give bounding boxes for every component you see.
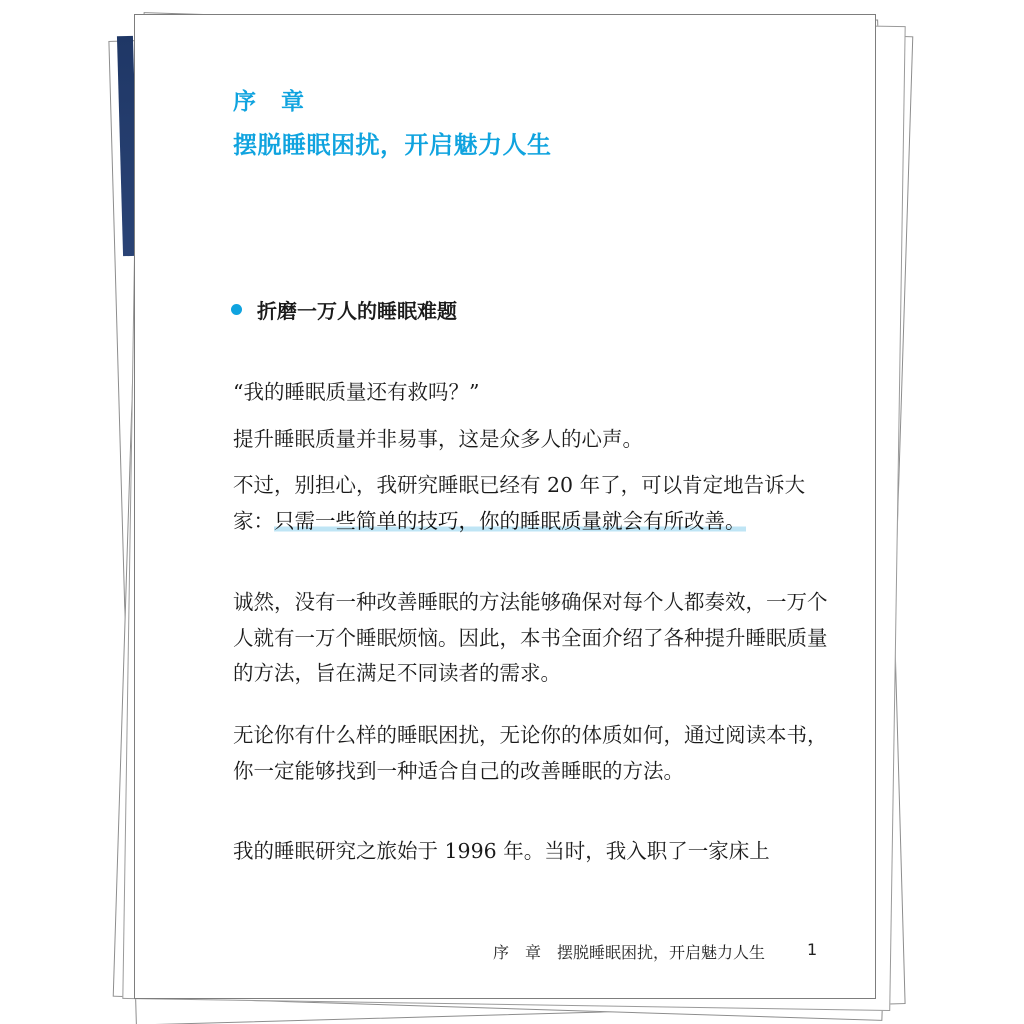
section-heading <box>231 295 457 324</box>
paragraph-reassurance-text: 不过，别担心，我研究睡眠已经有 20 年了，可以肯定地告诉大家： <box>233 473 806 533</box>
chapter-label: 序 章 <box>233 89 305 115</box>
chapter-title: 摆脱睡眠困扰，开启魅力人生 <box>233 131 552 159</box>
section-title: 折磨一万人的睡眠难题 <box>257 299 457 323</box>
page-number: 1 <box>807 940 818 959</box>
bullet-dot-icon <box>231 304 242 315</box>
book-page <box>134 14 876 999</box>
paragraph-voice: 提升睡眠质量并非易事，这是众多人的心声。 <box>233 427 643 451</box>
paragraph-reassurance <box>189 468 833 539</box>
paragraph-journey: 我的睡眠研究之旅始于 1996 年。当时，我入职了一家床上 <box>233 839 770 863</box>
paragraph-method: 诚然，没有一种改善睡眠的方法能够确保对每个人都奏效，一万个人就有一万个睡眠烦恼。因此，本书全面介绍了各种提升睡眠质量的方法，旨在满足不同读者的需求。 <box>233 590 828 685</box>
running-footer-title: 序 章 摆脱睡眠困扰，开启魅力人生 <box>493 943 766 962</box>
paragraph-quote: “我的睡眠质量还有救吗？” <box>233 380 480 404</box>
highlighted-key-sentence: 只需一些简单的技巧，你的睡眠质量就会有所改善。 <box>274 508 746 533</box>
paragraph-any-reader: 无论你有什么样的睡眠困扰，无论你的体质如何，通过阅读本书，你一定能够找到一种适合自己的改善睡眠的方法。 <box>233 723 828 783</box>
